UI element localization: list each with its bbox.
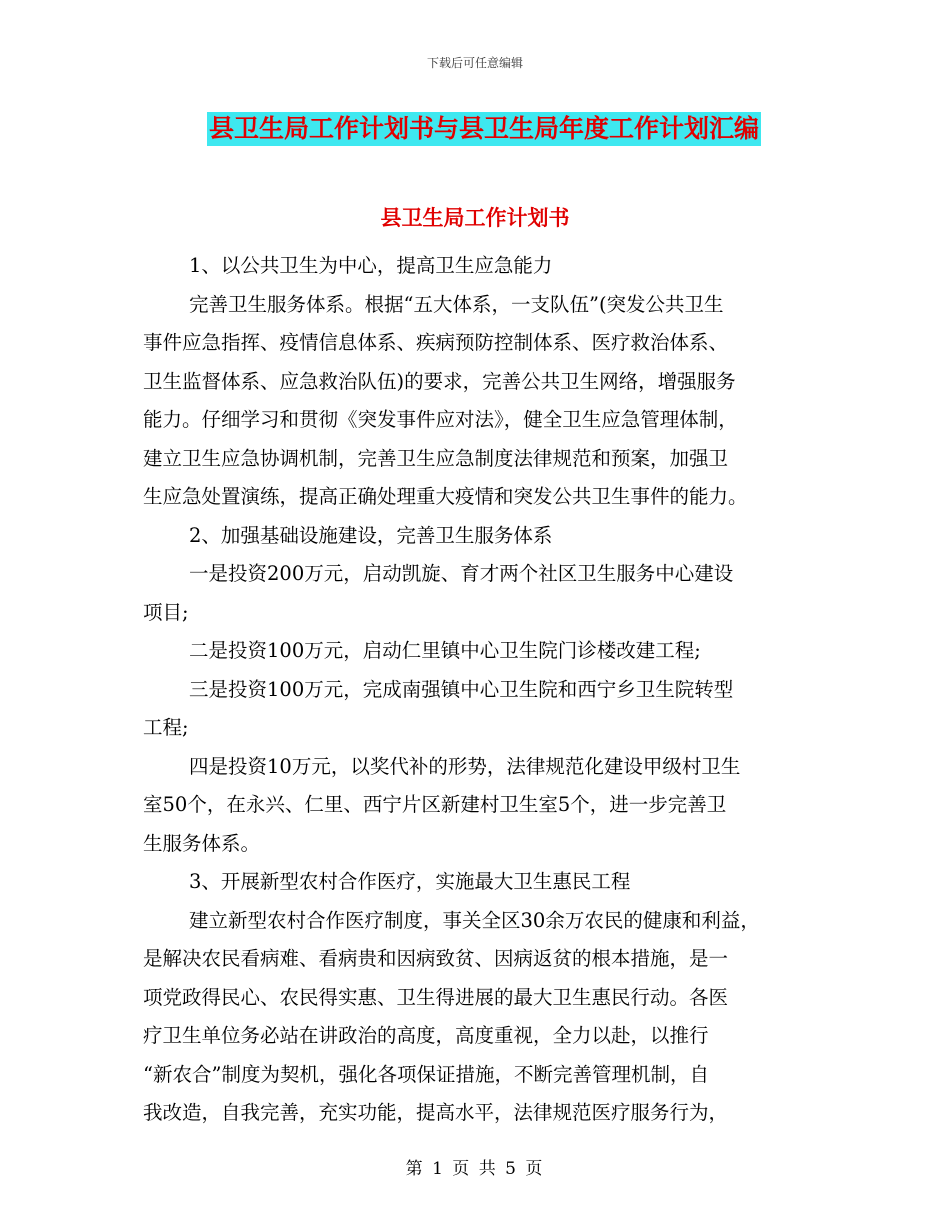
paragraph-line: 项党政得民心、农民得实惠、卫生得进展的最大卫生惠民行动。各医 <box>143 985 729 1009</box>
page-header-note: 下载后可任意编辑 <box>426 56 523 70</box>
paragraph-line: 生应急处置演练，提高正确处理重大疫情和突发公共卫生事件的能力。 <box>143 485 748 508</box>
paragraph-line: 二是投资100万元，启动仁里镇中心卫生院门诊楼改建工程; <box>189 639 701 662</box>
heading-3: 3、开展新型农村合作医疗，实施最大卫生惠民工程 <box>189 870 631 893</box>
paragraph-line: 疗卫生单位务必站在讲政治的高度，高度重视，全力以赴，以推行 <box>143 1024 709 1047</box>
paragraph-line: 四是投资10万元，以奖代补的形势，法律规范化建设甲级村卫生 <box>189 754 741 778</box>
paragraph-line: 我改造，自我完善，充实功能，提高水平，法律规范医疗服务行为， <box>143 1101 729 1124</box>
paragraph-line: 卫生监督体系、应急救治队伍)的要求，完善公共卫生网络，增强服务 <box>143 369 736 393</box>
document-title: 县卫生局工作计划书与县卫生局年度工作计划汇编 <box>207 112 761 146</box>
heading-2: 2、加强基础设施建设，完善卫生服务体系 <box>189 523 553 547</box>
section-title: 县卫生局工作计划书 <box>380 206 570 230</box>
paragraph-line: 建立卫生应急协调机制，完善卫生应急制度法律规范和预案，加强卫 <box>143 446 729 470</box>
paragraph-line: 事件应急指挥、疫情信息体系、疾病预防控制体系、医疗救治体系、 <box>143 331 729 354</box>
paragraph-line: 项目; <box>143 600 189 624</box>
paragraph-line: 能力。仔细学习和贯彻《突发事件应对法》，健全卫生应急管理体制， <box>143 408 738 431</box>
paragraph-line: 建立新型农村合作医疗制度，事关全区30余万农民的健康和利益， <box>189 908 760 932</box>
page-footer: 第 1 页 共 5 页 <box>405 1159 545 1179</box>
paragraph-line: 工程; <box>143 716 189 739</box>
paragraph-line: “新农合”制度为契机，强化各项保证措施，不断完善管理机制，自 <box>143 1062 709 1086</box>
heading-1: 1、以公共卫生为中心，提高卫生应急能力 <box>189 254 553 277</box>
paragraph-line: 是解决农民看病难、看病贵和因病致贫、因病返贫的根本措施，是一 <box>143 947 729 970</box>
paragraph-line: 三是投资100万元，完成南强镇中心卫生院和西宁乡卫生院转型 <box>189 677 734 701</box>
paragraph-line: 一是投资200万元，启动凯旋、育才两个社区卫生服务中心建设 <box>189 562 734 585</box>
body-text <box>143 247 823 1133</box>
paragraph-line: 生服务体系。 <box>143 831 261 855</box>
paragraph-line: 完善卫生服务体系。根据“五大体系，一支队伍”(突发公共卫生 <box>189 292 724 316</box>
paragraph-line: 室50个，在永兴、仁里、西宁片区新建村卫生室5个，进一步完善卫 <box>143 793 727 816</box>
